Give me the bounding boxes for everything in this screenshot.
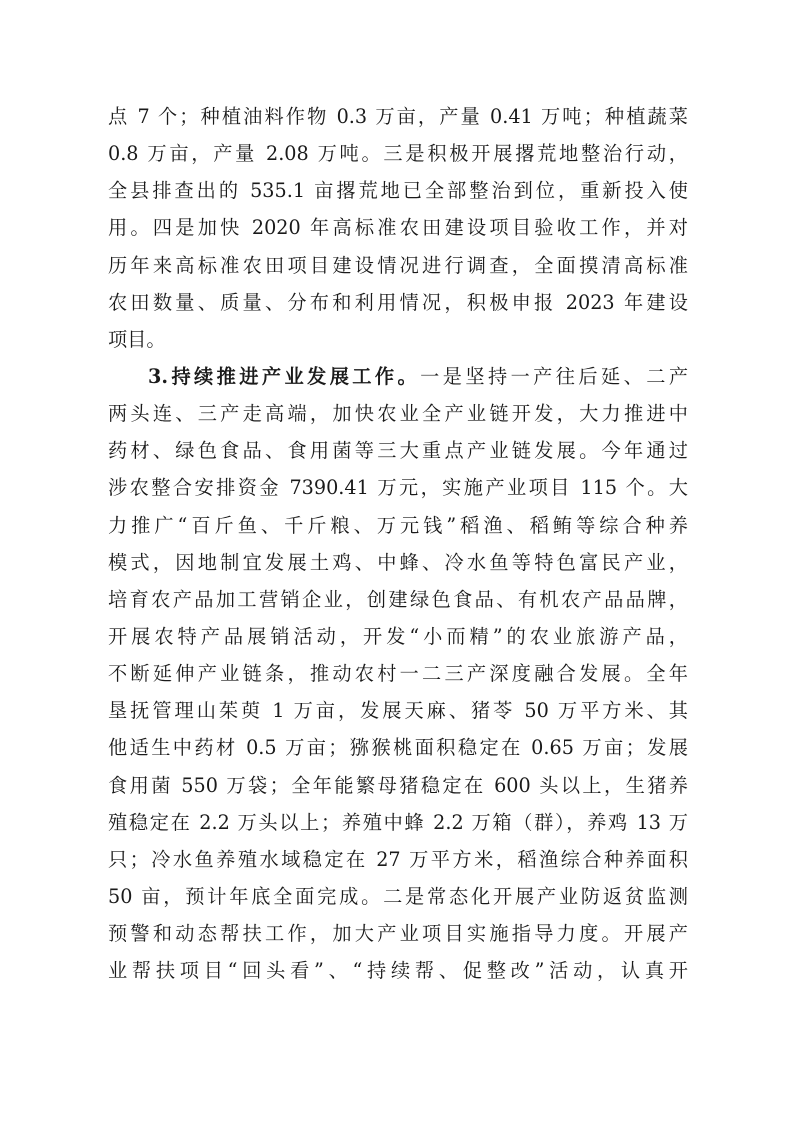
section-heading-line bbox=[108, 358, 688, 395]
section-heading-rest: 一是坚持一产往后延、二产 bbox=[420, 364, 688, 388]
text-line: 殖稳定在 2.2 万头以上；养殖中蜂 2.2 万箱（群），养鸡 13 万 bbox=[108, 810, 688, 834]
text-line: 预警和动态帮扶工作，加大产业项目实施指导力度。开展产 bbox=[108, 922, 688, 946]
text-line: 0.8 万亩，产量 2.08 万吨。三是积极开展撂荒地整治行动， bbox=[108, 142, 688, 166]
text-line: 历年来高标准农田项目建设情况进行调查，全面摸清高标准 bbox=[108, 253, 688, 277]
text-line: 项目。 bbox=[108, 327, 166, 351]
document-page bbox=[108, 98, 688, 989]
text-line: 培育农产品加工营销企业，创建绿色食品、有机农产品品牌， bbox=[108, 587, 688, 611]
text-line: 模式，因地制宜发展土鸡、中蜂、冷水鱼等特色富民产业， bbox=[108, 550, 688, 574]
text-line: 力推广“百斤鱼、千斤粮、万元钱”稻渔、稻鲔等综合种养 bbox=[108, 513, 688, 537]
text-line: 不断延伸产业链条，推动农村一二三产深度融合发展。全年 bbox=[108, 662, 688, 686]
text-line: 垦抚管理山茱萸 1 万亩，发展天麻、猪苓 50 万平方米、其 bbox=[108, 699, 688, 723]
text-line: 他适生中药材 0.5 万亩；猕猴桃面积稳定在 0.65 万亩；发展 bbox=[108, 736, 688, 760]
text-line: 业帮扶项目“回头看”、“持续帮、促整改”活动，认真开 bbox=[108, 959, 688, 983]
text-line: 涉农整合安排资金 7390.41 万元，实施产业项目 115 个。大 bbox=[108, 476, 688, 500]
text-line: 全县排查出的 535.1 亩撂荒地已全部整治到位，重新投入使 bbox=[108, 179, 688, 203]
text-line: 药材、绿色食品、食用菌等三大重点产业链发展。今年通过 bbox=[108, 439, 688, 463]
text-line: 点 7 个；种植油料作物 0.3 万亩，产量 0.41 万吨；种植蔬菜 bbox=[108, 105, 688, 128]
text-line: 食用菌 550 万袋；全年能繁母猪稳定在 600 头以上，生猪养 bbox=[108, 773, 688, 797]
text-line: 两头连、三产走高端，加快农业全产业链开发，大力推进中 bbox=[108, 402, 688, 426]
text-line: 50 亩，预计年底全面完成。二是常态化开展产业防返贫监测 bbox=[108, 884, 688, 908]
text-line: 用。四是加快 2020 年高标准农田建设项目验收工作，并对 bbox=[108, 216, 688, 240]
text-line: 开展农特产品展销活动，开发“小而精”的农业旅游产品， bbox=[108, 624, 688, 648]
text-line: 只；冷水鱼养殖水域稳定在 27 万平方米，稻渔综合种养面积 bbox=[108, 847, 688, 871]
text-line: 农田数量、质量、分布和利用情况，积极申报 2023 年建设 bbox=[108, 290, 688, 314]
section-heading: 3.持续推进产业发展工作。 bbox=[148, 364, 421, 388]
